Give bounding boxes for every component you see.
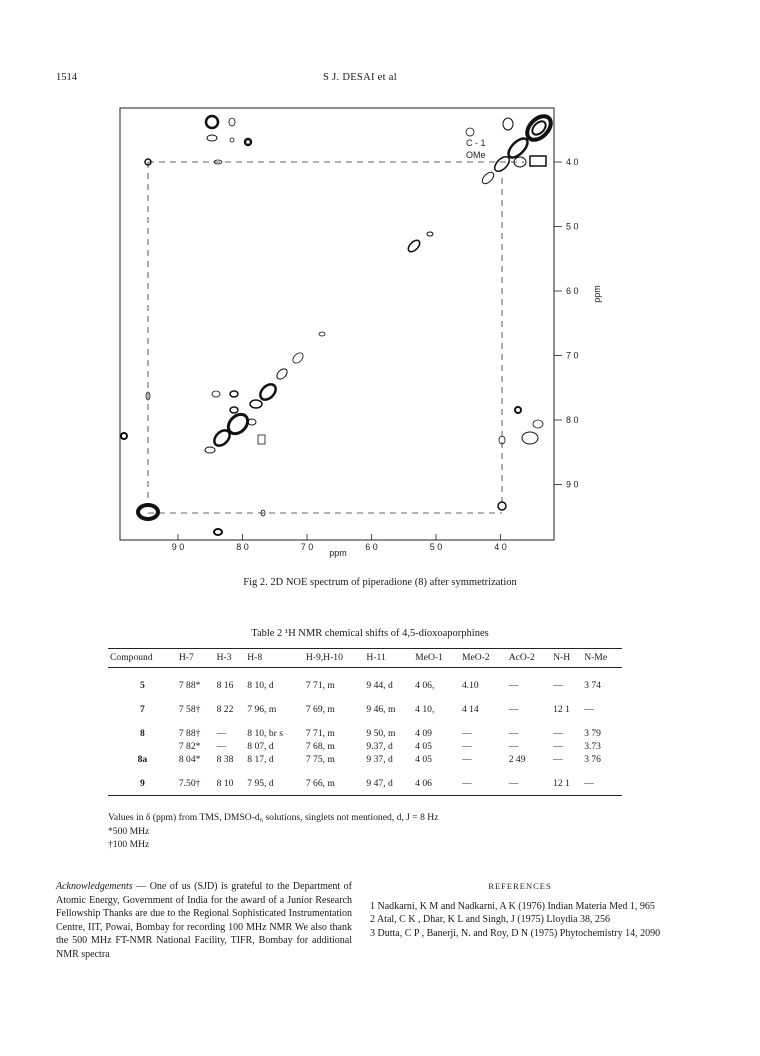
table-note-values: Values in δ (ppm) from TMS, DMSO-d₆ solutions, singlets not mentioned, d, J = 8 Hz (108, 812, 439, 823)
x-tick-label: 4 0 (494, 542, 507, 552)
shift-cell: 3.73 (584, 741, 601, 752)
figure-caption: Fig 2. 2D NOE spectrum of piperadione (8) after symmetrization (243, 577, 517, 588)
references-section (370, 880, 670, 940)
diagonal-peaks (138, 112, 555, 519)
y-axis-ticks (554, 157, 579, 490)
shift-cell: — (553, 754, 563, 765)
acknowledgements (56, 880, 352, 961)
table-row (108, 692, 622, 716)
shift-cell: 3 74 (584, 680, 601, 691)
table-header-row (108, 649, 622, 668)
acknowledgements-separator: — (136, 881, 150, 892)
table-row (108, 668, 622, 693)
shift-cell: 12 1 (553, 704, 570, 715)
table-row (108, 740, 622, 753)
noe-spectrum-plot (118, 98, 602, 558)
shift-cell: 9 44, d (366, 680, 393, 691)
shift-cell: 7 71, m (305, 680, 335, 691)
shift-cell: 4.10 (461, 680, 479, 691)
shift-cell: — (553, 680, 563, 691)
shift-cell: — (461, 728, 472, 739)
table-header-cell: N-H (551, 649, 582, 668)
shift-cell: 9 47, d (364, 766, 413, 796)
shift-cell: 4 09 (415, 728, 432, 739)
shift-cell: 9 37, d (366, 754, 393, 765)
shift-cell: 4 06 (413, 766, 460, 796)
shift-cell: — (508, 741, 519, 752)
x-tick-label: 8 0 (236, 542, 249, 552)
x-tick-label: 6 0 (365, 542, 378, 552)
table-row (108, 753, 622, 766)
y-tick-label: 5 0 (566, 221, 579, 232)
shift-cell: — (584, 704, 594, 715)
shift-cell: — (507, 766, 551, 796)
table-header-cell: Compound (108, 649, 177, 668)
shift-cell: 7 69, m (305, 704, 335, 715)
shift-cell: — (508, 704, 519, 715)
shift-cell: 4 14 (461, 704, 479, 715)
y-tick-label: 7 0 (566, 350, 579, 361)
reference-item: 2 Atal, C K , Dhar, K L and Singh, J (1975) Lloydia 38, 256 (370, 914, 611, 925)
x-tick-label: 7 0 (300, 542, 314, 552)
shift-cell: 9.37, d (366, 741, 393, 752)
shift-cell: — (216, 728, 227, 739)
shift-cell: 8 17, d (247, 754, 274, 765)
y-tick-label: 9 0 (566, 479, 579, 490)
acknowledgements-text: One of us (SJD) is grateful to the Department of Atomic Energy, Government of India for the award of a Junior Research Fellowship Thanks are due to the Regional Sophisticated Instrumentation Centre, IIT, Powai, Bombay for recording 100 MHz NMR We also thank the 500 MHz FT-NMR National Facility, TIFR, Bombay for additional NMR spectra (56, 881, 352, 960)
table-note-100mhz: †100 MHz (108, 839, 150, 850)
shift-cell: 8 10, d (247, 680, 274, 691)
reference-item: 3 Dutta, C P , Banerji, N. and Roy, D N (1975) Phytochemistry 14, 2090 (370, 927, 661, 939)
references-title: REFERENCES (488, 881, 552, 891)
y-tick-label: 4 0 (566, 157, 579, 167)
shift-cell: — (553, 728, 563, 739)
table-title: Table 2 ¹H NMR chemical shifts of 4,5-dioxoaporphines (251, 628, 489, 639)
shift-cell: 9 46, m (366, 704, 396, 715)
y-tick-label: 8 0 (566, 415, 579, 425)
shift-cell: 7 95, d (245, 766, 304, 796)
shift-cell: 7.50† (177, 766, 215, 796)
shift-cell: 8 10 (215, 766, 246, 796)
table-header-cell: MeO-2 (460, 649, 507, 668)
y-axis-label: ppm (592, 285, 602, 303)
shift-cell: 12 1 (551, 766, 582, 796)
shift-cell: — (216, 741, 227, 752)
compound-cell: 5 (140, 680, 145, 691)
compound-cell: 8a (137, 754, 148, 765)
reference-item: 1 Nadkarni, K M and Nadkarni, A K (1976) Indian Materia Med 1, 965 (370, 900, 655, 912)
shift-cell: — (461, 741, 472, 752)
peak-label-c1: C - 1 (466, 138, 486, 148)
table-header-cell: MeO-1 (413, 649, 460, 668)
table-header-cell: H-3 (215, 649, 246, 668)
table-header-cell: H-7 (177, 649, 215, 668)
x-tick-label: 5 0 (429, 542, 443, 552)
compound-cell: 7 (140, 704, 145, 715)
compound-cell: 9 (108, 766, 177, 796)
shift-cell: 7 68, m (305, 741, 335, 752)
shift-cell: — (508, 728, 519, 739)
shift-cell: — (582, 766, 622, 796)
shift-cell: 7 88† (178, 728, 201, 739)
shift-cell: 8 38 (216, 754, 234, 765)
acknowledgements-heading: Acknowledgements (56, 881, 133, 892)
shift-cell: 8 04* (178, 754, 201, 765)
table-header-cell: N-Me (582, 649, 622, 668)
shift-cell: 7 71, m (305, 728, 335, 739)
table-row (108, 716, 622, 740)
shift-cell: — (508, 680, 519, 691)
shift-cell: 4 06, (415, 680, 435, 691)
nmr-shifts-table (108, 648, 622, 796)
shift-cell: 7 75, m (305, 754, 335, 765)
shift-cell: 3 76 (584, 754, 601, 765)
shift-cell: 8 10, br s (247, 728, 283, 739)
table-header-cell: AcO-2 (507, 649, 551, 668)
noe-spectrum-figure (118, 98, 602, 558)
shift-cell: 3 79 (584, 728, 601, 739)
peak-label-ome: OMe (466, 150, 486, 160)
table-note-500mhz: *500 MHz (108, 826, 150, 837)
table-header-cell: H-11 (364, 649, 413, 668)
shift-cell: 4 10, (415, 704, 435, 715)
x-axis-label: ppm (329, 548, 347, 558)
running-head: S J. DESAI et al (323, 72, 397, 83)
shift-cell: 8 22 (216, 704, 234, 715)
shift-cell: 4 05 (415, 754, 432, 765)
shift-cell: — (460, 766, 507, 796)
x-tick-label: 9 0 (171, 542, 185, 552)
compound-cell: 8 (140, 728, 145, 739)
shift-cell: 7 66, m (304, 766, 365, 796)
y-tick-label: 6 0 (566, 286, 579, 296)
compound-cell (108, 740, 177, 753)
shift-cell: 8 16 (216, 680, 234, 691)
shift-cell: 7 58† (178, 704, 201, 715)
shift-cell: 8 07, d (247, 741, 274, 752)
shift-cell: 4 05 (415, 741, 432, 752)
shift-cell: — (553, 741, 563, 752)
shift-cell: 7 96, m (247, 704, 277, 715)
page-number: 1514 (56, 72, 77, 83)
table-header-cell: H-8 (245, 649, 304, 668)
table-header-cell: H-9,H-10 (304, 649, 365, 668)
shift-cell: 7 82* (178, 741, 201, 752)
shift-cell: 7 88* (178, 680, 201, 691)
shift-cell: 9 50, m (366, 728, 396, 739)
table-row (108, 766, 622, 796)
shift-cell: 2 49 (508, 754, 526, 765)
shift-cell: — (461, 754, 472, 765)
